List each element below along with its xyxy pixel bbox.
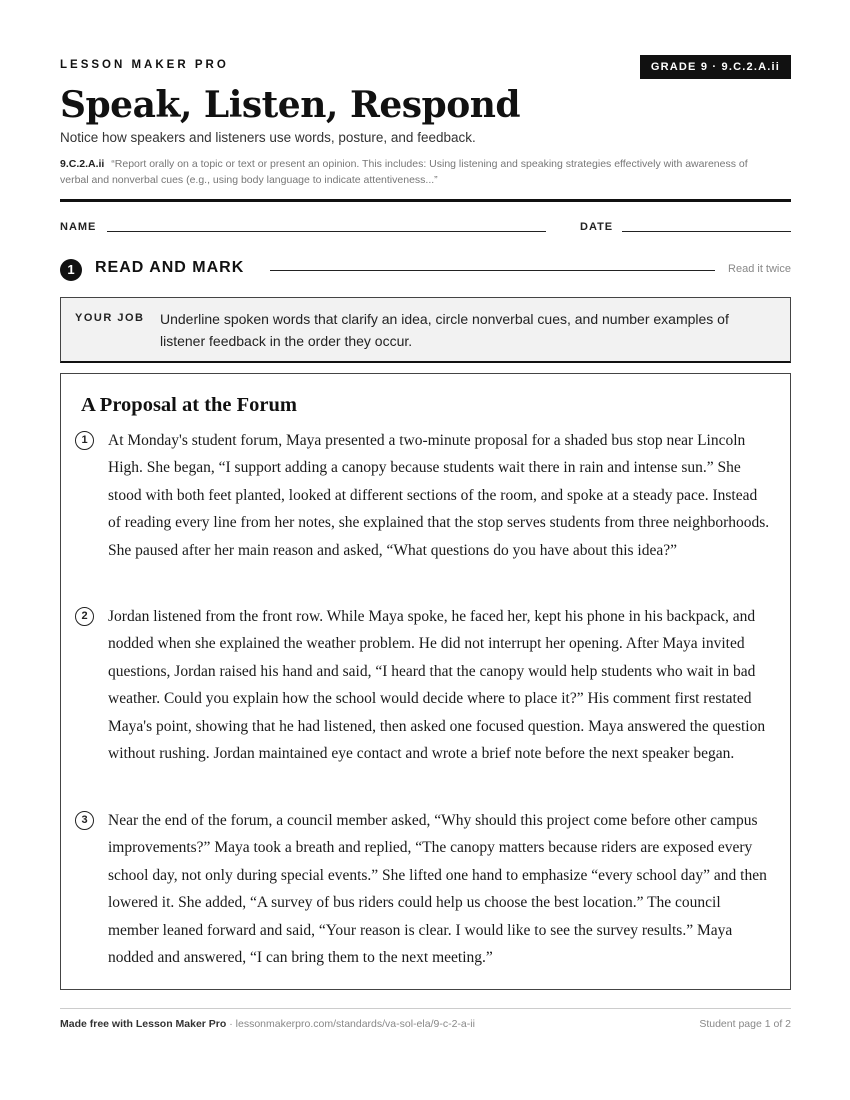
footer-made-with: Made free with Lesson Maker Pro [60, 1018, 227, 1030]
your-job-label: YOUR JOB [75, 312, 145, 324]
standard-code: 9.C.2.A.ii [60, 158, 105, 170]
name-field[interactable] [107, 231, 546, 232]
paragraph-text: At Monday's student forum, Maya presented a two-minute proposal for a shaded bus stop near Lincoln High. She began, “I support adding a canopy because students wait there in rain and intense sun.” She stood with both feet planted, looked at different sections of the room, and spoke at a steady pace. Instead of reading every line from her notes, she explained that the stop serves students from three neighborhoods. She paused after her main reason and asked, “What questions do you have about this idea?” [108, 432, 770, 559]
footer-credit [60, 1018, 475, 1030]
step-number-badge: 1 [60, 259, 82, 281]
reading-title: A Proposal at the Forum [81, 394, 298, 416]
standard-description [60, 156, 760, 188]
page-subtitle: Notice how speakers and listeners use words, posture, and feedback. [60, 130, 476, 145]
standard-text: “Report orally on a topic or text or present an opinion. This includes: Using listening and speaking strategies effectively with awareness of verbal and nonverbal cues (e.g., using body language to indicate attentiveness...” [60, 158, 748, 186]
your-job-box [60, 297, 791, 363]
paragraph-text: Jordan listened from the front row. While Maya spoke, he faced her, kept his phone in his backpack, and nodded when she explained the weather problem. He did not interrupt her opening. After Maya invited questions, Jordan raised his hand and said, “I heard that the canopy would help students who wait in bad weather. Could you explain how the school would decide where to place it?” His comment first restated Maya's point, showing that he had listened, then asked one focused question. Maya answered the question without rushing. Jordan maintained eye contact and wrote a brief note before the next speaker began. [108, 608, 766, 763]
grade-badge: GRADE 9 · 9.C.2.A.ii [640, 55, 791, 79]
page-indicator: Student page 1 of 2 [699, 1018, 791, 1030]
paragraph-number: 3 [75, 811, 94, 830]
footer-separator: · [226, 1018, 236, 1030]
page-title: Speak, Listen, Respond [60, 84, 521, 126]
paragraph-number: 1 [75, 431, 94, 450]
step-note: Read it twice [728, 263, 791, 275]
header-divider [60, 199, 791, 202]
paragraph-number: 2 [75, 607, 94, 626]
footer-divider [60, 1008, 791, 1009]
reading-passage-box [60, 373, 791, 990]
name-label: NAME [60, 221, 97, 233]
brand-name: LESSON MAKER PRO [60, 59, 229, 71]
step-title: READ AND MARK [95, 259, 245, 276]
date-field[interactable] [622, 231, 791, 232]
step-divider [270, 270, 715, 271]
footer-url[interactable]: lessonmakerpro.com/standards/va-sol-ela/9-c-2-a-ii [235, 1018, 475, 1030]
date-label: DATE [580, 221, 614, 233]
your-job-text: Underline spoken words that clarify an idea, circle nonverbal cues, and number examples of listener feedback in the order they occur. [160, 311, 729, 349]
paragraph-text: Near the end of the forum, a council member asked, “Why should this project come before other campus improvements?” Maya took a breath and replied, “The canopy matters because riders are exposed every school day, not only during special events.” She lifted one hand to emphasize “every school day” and then lowered it. She added, “A survey of bus riders could help us choose the best location.” The council member leaned forward and said, “Your reason is clear. I would like to see the survey results.” Maya nodded and answered, “I can bring them to the next meeting.” [108, 812, 767, 967]
